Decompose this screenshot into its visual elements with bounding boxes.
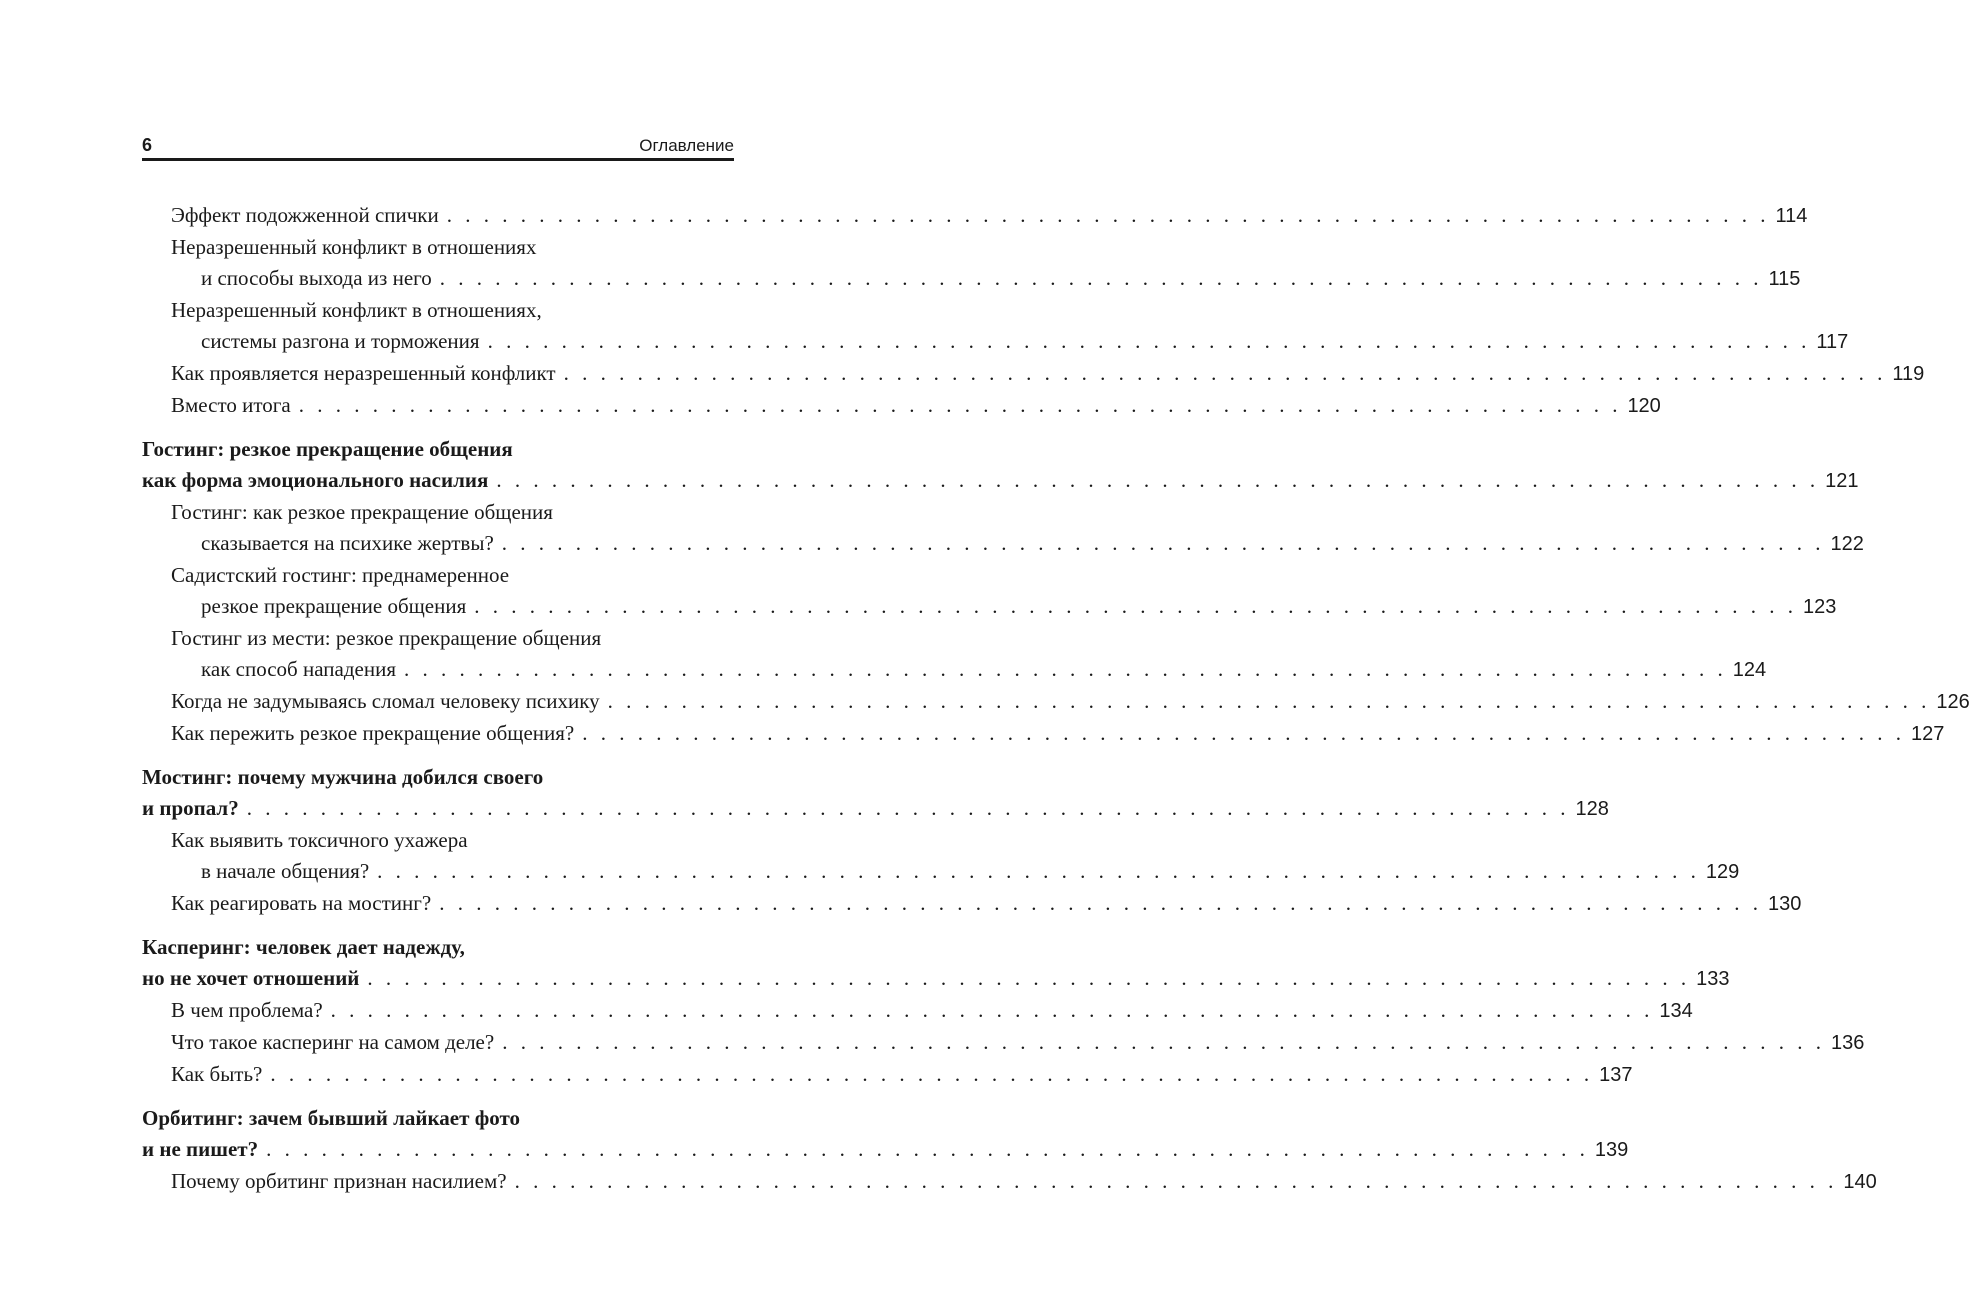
toc-entry-title-line: Почему орбитинг признан насилием? — [171, 1169, 507, 1193]
toc-entry-leader-row — [171, 1027, 1865, 1059]
toc-entry-title-line: Касперинг: человек дает надежду, — [142, 935, 465, 959]
toc-entry-title-line: как форма эмоционального насилия — [142, 468, 489, 492]
toc-page-number: 119 — [1892, 363, 1925, 385]
toc-section-entry[interactable] — [171, 358, 1925, 390]
toc-chapter-entry[interactable] — [142, 434, 1859, 497]
toc-entry-title-line: Что такое касперинг на самом деле? — [171, 1030, 495, 1054]
toc-entry-title-line: системы разгона и торможения — [201, 329, 480, 353]
toc-section-entry[interactable] — [171, 1027, 1865, 1059]
toc-section-entry[interactable] — [171, 825, 1740, 888]
toc-entry-leader-row — [142, 963, 1730, 995]
toc-section-entry[interactable] — [171, 1059, 1633, 1091]
dot-leader — [404, 657, 1727, 681]
toc-entry-title-line: Как проявляется неразрешенный конфликт — [171, 361, 556, 385]
toc-section-entry[interactable] — [171, 686, 1970, 718]
toc-entry-title-line: Эффект подожженной спички — [171, 203, 439, 227]
toc-entry-leader-row — [171, 856, 1740, 888]
toc-page-number: 128 — [1575, 798, 1609, 820]
toc-page-number: 130 — [1767, 893, 1802, 915]
toc-entry-leader-row — [171, 390, 1661, 422]
header-rule — [142, 158, 734, 161]
dot-leader — [440, 266, 1763, 290]
toc-section-entry[interactable] — [171, 390, 1661, 422]
toc-entry-title-line: Мостинг: почему мужчина добился своего — [142, 765, 544, 789]
toc-entry-title-line: и пропал? — [142, 796, 239, 820]
toc-entry-leader-row — [142, 1134, 1629, 1166]
dot-leader — [488, 329, 1811, 353]
toc-page-number: 123 — [1803, 596, 1837, 618]
toc-entry-title-line: Как реагировать на мостинг? — [171, 891, 432, 915]
dot-leader — [474, 594, 1797, 618]
toc-entry-title-line: Орбитинг: зачем бывший лайкает фото — [142, 1106, 520, 1130]
toc-entry-leader-row — [171, 1166, 1877, 1198]
page-number: 6 — [142, 135, 153, 155]
toc-page-number: 134 — [1659, 1000, 1693, 1022]
toc-entry-leader-row — [171, 200, 1808, 232]
toc-section-entry[interactable] — [171, 718, 1945, 750]
toc-section-entry[interactable] — [171, 888, 1802, 920]
toc-entry-leader-row — [171, 326, 1849, 358]
toc-entry-title-line: Как выявить токсичного ухажера — [171, 828, 468, 852]
toc-page-number: 120 — [1627, 395, 1661, 417]
running-head — [142, 128, 734, 156]
toc-entry-leader-row — [142, 793, 1609, 825]
toc-entry-title-line: в начале общения? — [201, 859, 370, 883]
toc-entry-title-line: но не хочет отношений — [142, 966, 360, 990]
dot-leader — [247, 796, 1570, 820]
toc-entry-title-line: резкое прекращение общения — [201, 594, 467, 618]
toc-entry-leader-row — [171, 888, 1802, 920]
dot-leader — [447, 203, 1770, 227]
toc-entry-title-line: Гостинг: резкое прекращение общения — [142, 437, 513, 461]
toc-entry-leader-row — [171, 263, 1801, 295]
dot-leader — [377, 859, 1700, 883]
dot-leader — [299, 393, 1622, 417]
toc-section-entry[interactable] — [171, 623, 1767, 686]
dot-leader — [496, 468, 1819, 492]
toc-entry-leader-row — [171, 995, 1693, 1027]
toc-section-entry[interactable] — [171, 560, 1837, 623]
toc-section-entry[interactable] — [171, 497, 1864, 560]
toc-entry-title-line: В чем проблема? — [171, 998, 323, 1022]
toc-chapter-entry[interactable] — [142, 932, 1730, 995]
toc-entry-title-line: как способ нападения — [201, 657, 396, 681]
dot-leader — [564, 361, 1887, 385]
running-title: Оглавление — [639, 136, 734, 155]
toc-entry-leader-row — [171, 528, 1864, 560]
dot-leader — [582, 721, 1905, 745]
toc-section-entry[interactable] — [171, 1166, 1877, 1198]
toc-entry-title-line: сказывается на психике жертвы? — [201, 531, 494, 555]
toc-page-number: 127 — [1910, 723, 1945, 745]
toc-page-number: 136 — [1830, 1032, 1865, 1054]
toc-entry-title-line: Садистский гостинг: преднамеренное — [171, 563, 510, 587]
toc-entry-title-line: Как пережить резкое прекращение общения? — [171, 721, 575, 745]
toc-entry-title-line: Вместо итога — [171, 393, 291, 417]
toc-section-entry[interactable] — [171, 232, 1801, 295]
toc-section-entry[interactable] — [171, 295, 1849, 358]
toc-entry-leader-row — [171, 654, 1767, 686]
toc-page-number: 137 — [1599, 1064, 1633, 1086]
toc-entry-title-line: и способы выхода из него — [201, 266, 432, 290]
toc-page-number: 139 — [1594, 1139, 1629, 1161]
dot-leader — [502, 531, 1825, 555]
toc-chapter-entry[interactable] — [142, 762, 1609, 825]
toc-section-entry[interactable] — [171, 200, 1808, 232]
toc-entry-leader-row — [142, 465, 1859, 497]
toc-page-number: 114 — [1775, 205, 1808, 227]
dot-leader — [502, 1030, 1825, 1054]
dot-leader — [439, 891, 1762, 915]
toc-entry-title-line: Гостинг из мести: резкое прекращение общения — [171, 626, 602, 650]
toc-section-entry[interactable] — [171, 995, 1693, 1027]
toc-entry-leader-row — [171, 591, 1837, 623]
toc-entry-title-line: Когда не задумываясь сломал человеку психику — [171, 689, 600, 713]
dot-leader — [367, 966, 1690, 990]
dot-leader — [331, 998, 1654, 1022]
toc-entry-leader-row — [171, 1059, 1633, 1091]
toc-page-number: 117 — [1816, 331, 1849, 353]
toc-entry-title-line: Неразрешенный конфликт в отношениях, — [171, 298, 542, 322]
toc-entry-leader-row — [171, 686, 1970, 718]
toc-entry-leader-row — [171, 718, 1945, 750]
toc-page-number: 133 — [1696, 968, 1730, 990]
dot-leader — [515, 1169, 1838, 1193]
toc-page-number: 122 — [1830, 533, 1864, 555]
toc-page-number: 124 — [1732, 659, 1767, 681]
dot-leader — [270, 1062, 1593, 1086]
table-of-contents — [142, 200, 1970, 1198]
dot-leader — [608, 689, 1931, 713]
toc-page-number: 115 — [1768, 268, 1801, 290]
toc-page-number: 129 — [1705, 861, 1740, 883]
toc-page-number: 140 — [1843, 1171, 1877, 1193]
toc-entry-title-line: и не пишет? — [142, 1137, 259, 1161]
toc-page-number: 126 — [1936, 691, 1970, 713]
toc-chapter-entry[interactable] — [142, 1103, 1629, 1166]
dot-leader — [266, 1137, 1589, 1161]
toc-entry-title-line: Как быть? — [171, 1062, 263, 1086]
toc-entry-leader-row — [171, 358, 1925, 390]
toc-page-number: 121 — [1825, 470, 1859, 492]
toc-entry-title-line: Неразрешенный конфликт в отношениях — [171, 235, 537, 259]
toc-entry-title-line: Гостинг: как резкое прекращение общения — [171, 500, 553, 524]
